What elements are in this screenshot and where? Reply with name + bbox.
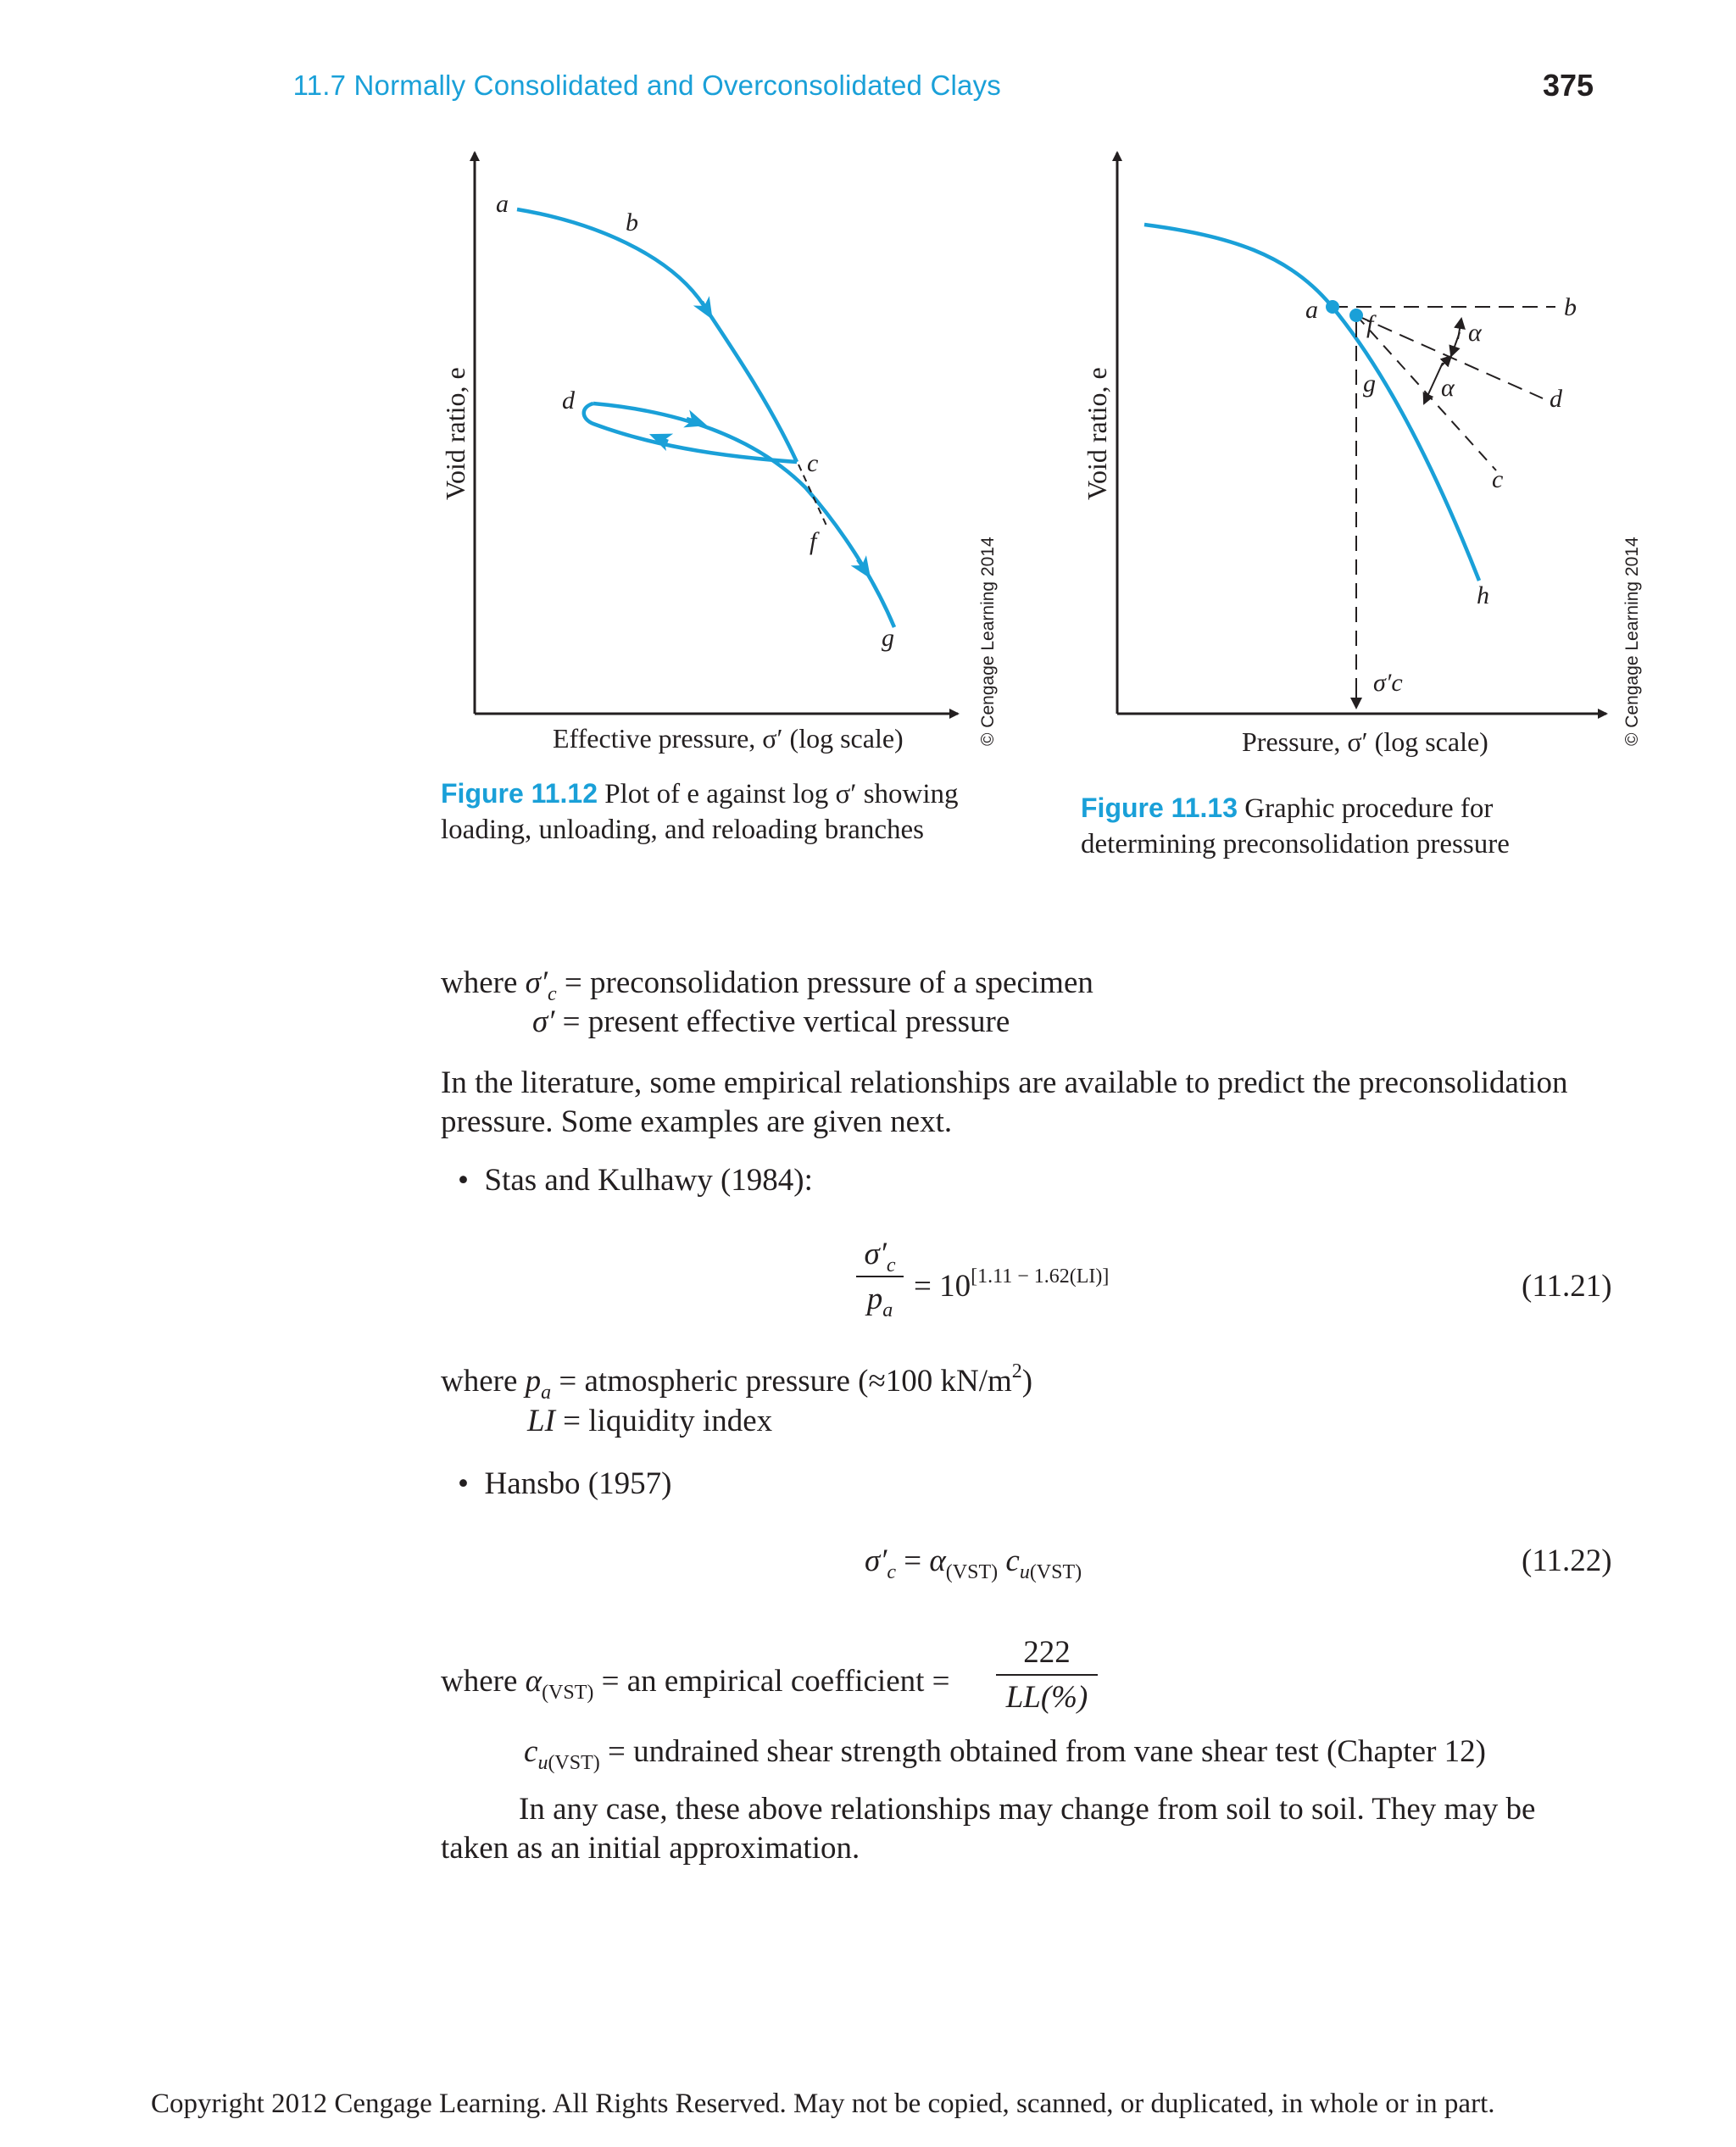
figure-11-13-caption (1081, 790, 1510, 862)
fig13-label-b: b (1564, 293, 1577, 321)
fig12-label-c: c (807, 449, 819, 477)
figure-11-12-label: Figure 11.12 (441, 778, 598, 809)
figure-11-13-label: Figure 11.13 (1081, 793, 1238, 823)
where1-def1: = preconsolidation pressure of a specimen (564, 965, 1093, 1000)
copyright-footer: Copyright 2012 Cengage Learning. All Rights Reserved. May not be copied, scanned, or duplicated, in whole or in part. (151, 2089, 1495, 2119)
where3-fraction-num: 222 (1023, 1635, 1071, 1670)
where2-prefix: where (441, 1364, 518, 1399)
fig12-credit: © Cengage Learning 2014 (978, 537, 998, 746)
figure-11-13-diagram (0, 0, 1736, 848)
fig13-label-alpha-1: α (1468, 319, 1482, 347)
bullet-hansbo: • Hansbo (1957) (458, 1466, 672, 1501)
where-sigma-c-line: where $\sigma'_c$ = preconsolidation pressure of a specimen (441, 965, 1093, 1005)
fig13-label-h: h (1477, 581, 1489, 609)
fig13-label-a: a (1305, 296, 1318, 324)
eq-11-21-number: (11.21) (1522, 1269, 1612, 1304)
fig12-label-g: g (882, 624, 894, 652)
where2-def1-sup: 2 (1011, 1360, 1022, 1382)
eq-11-22: $\sigma'_c = \alpha_{(VST)}$ $c_{u(VST)}$ (865, 1544, 1082, 1583)
fig13-alpha-arrow-2 (1451, 332, 1460, 356)
eq1-base: = 10 (914, 1269, 971, 1304)
eq1-exponent: [1.11 − 1.62(LI)] (971, 1265, 1110, 1288)
fig13-label-c: c (1492, 465, 1504, 493)
fig12-label-b: b (626, 209, 638, 236)
figure-11-12-caption-line1: Plot of e against log σ′ showing (604, 779, 959, 809)
paragraph-1-line1: In the literature, some empirical relationships are available to predict the preconsolidation (441, 1065, 1568, 1100)
running-head: 11.7 Normally Consolidated and Overconsolidated Clays (292, 70, 1001, 101)
where2-def1-end: ) (1021, 1364, 1033, 1399)
paragraph-2-line1: In any case, these above relationships may change from soil to soil. They may be (519, 1792, 1536, 1827)
figure-11-13-caption-line1: Graphic procedure for (1244, 793, 1494, 824)
paragraph-2 (441, 1790, 1611, 1868)
bullet1-text: Stas and Kulhawy (1984): (484, 1163, 813, 1198)
paragraph-1 (441, 1064, 1611, 1142)
fig13-label-f: f (1366, 310, 1374, 338)
where3-fraction (996, 1634, 1098, 1716)
fig13-y-axis-label: Void ratio, e (1082, 367, 1112, 500)
where2-def1: = atmospheric pressure (≈100 kN/m (559, 1364, 1012, 1399)
fig12-label-d: d (562, 387, 575, 414)
fig13-point-a (1326, 300, 1339, 314)
fig12-x-axis-label: Effective pressure, σ′ (log scale) (553, 723, 904, 754)
fig13-x-axis-label: Pressure, σ′ (log scale) (1242, 726, 1488, 757)
fig13-label-sigma-c: σ′c (1373, 669, 1403, 697)
eq-11-21-rhs (914, 1265, 1110, 1304)
where1-prefix: where (441, 965, 518, 1000)
where-sigma-line: σ′ = present effective vertical pressure (532, 1004, 1010, 1039)
page-number: 375 (1543, 68, 1594, 103)
where1-def2: = present effective vertical pressure (562, 1004, 1010, 1039)
fig13-point-f (1349, 309, 1363, 322)
fig13-compression-curve (1144, 225, 1479, 581)
fig12-label-f: f (810, 527, 817, 555)
where3-def2: = undrained shear strength obtained from vane shear test (Chapter 12) (608, 1734, 1486, 1769)
paragraph-1-line2: pressure. Some examples are given next. (441, 1104, 953, 1139)
fig13-label-alpha-2: α (1441, 374, 1455, 402)
where3-fraction-den: LL(%) (1005, 1680, 1088, 1715)
fig13-credit: © Cengage Learning 2014 (1622, 537, 1642, 746)
where3-def1: = an empirical coefficient = (601, 1664, 950, 1699)
where-li-line: LI = liquidity index (527, 1404, 773, 1438)
where-alpha-line: where $\alpha_{(VST)}$ = an empirical coefficient = (441, 1664, 950, 1704)
eq-11-21-fraction: $\sigma'_c$ $p_a$ (856, 1236, 904, 1317)
paragraph-2-line2: taken as an initial approximation. (441, 1831, 860, 1866)
fig12-y-axis-label: Void ratio, e (440, 367, 470, 500)
where-cu-line: $c_{u(VST)}$ = undrained shear strength obtained from vane shear test (Chapter 12) (524, 1734, 1486, 1774)
bullet2-text: Hansbo (1957) (484, 1466, 672, 1501)
where-pa-line: where $p_a$ = atmospheric pressure (≈100 $kN/m^2$) (441, 1360, 1033, 1404)
bullet-stas-kulhawy: • Stas and Kulhawy (1984): (458, 1163, 813, 1198)
fig12-label-a: a (496, 190, 509, 218)
figure-11-12-caption-line2: loading, unloading, and reloading branches (441, 815, 925, 845)
fig13-label-g: g (1363, 370, 1376, 398)
figure-11-13-caption-line2: determining preconsolidation pressure (1081, 829, 1510, 859)
fig13-label-d: d (1550, 385, 1562, 413)
where3-prefix: where (441, 1664, 518, 1699)
where2-def2: = liquidity index (563, 1404, 773, 1438)
fig13-alpha-arrow-4 (1424, 363, 1443, 403)
eq-11-22-number: (11.22) (1522, 1544, 1612, 1578)
